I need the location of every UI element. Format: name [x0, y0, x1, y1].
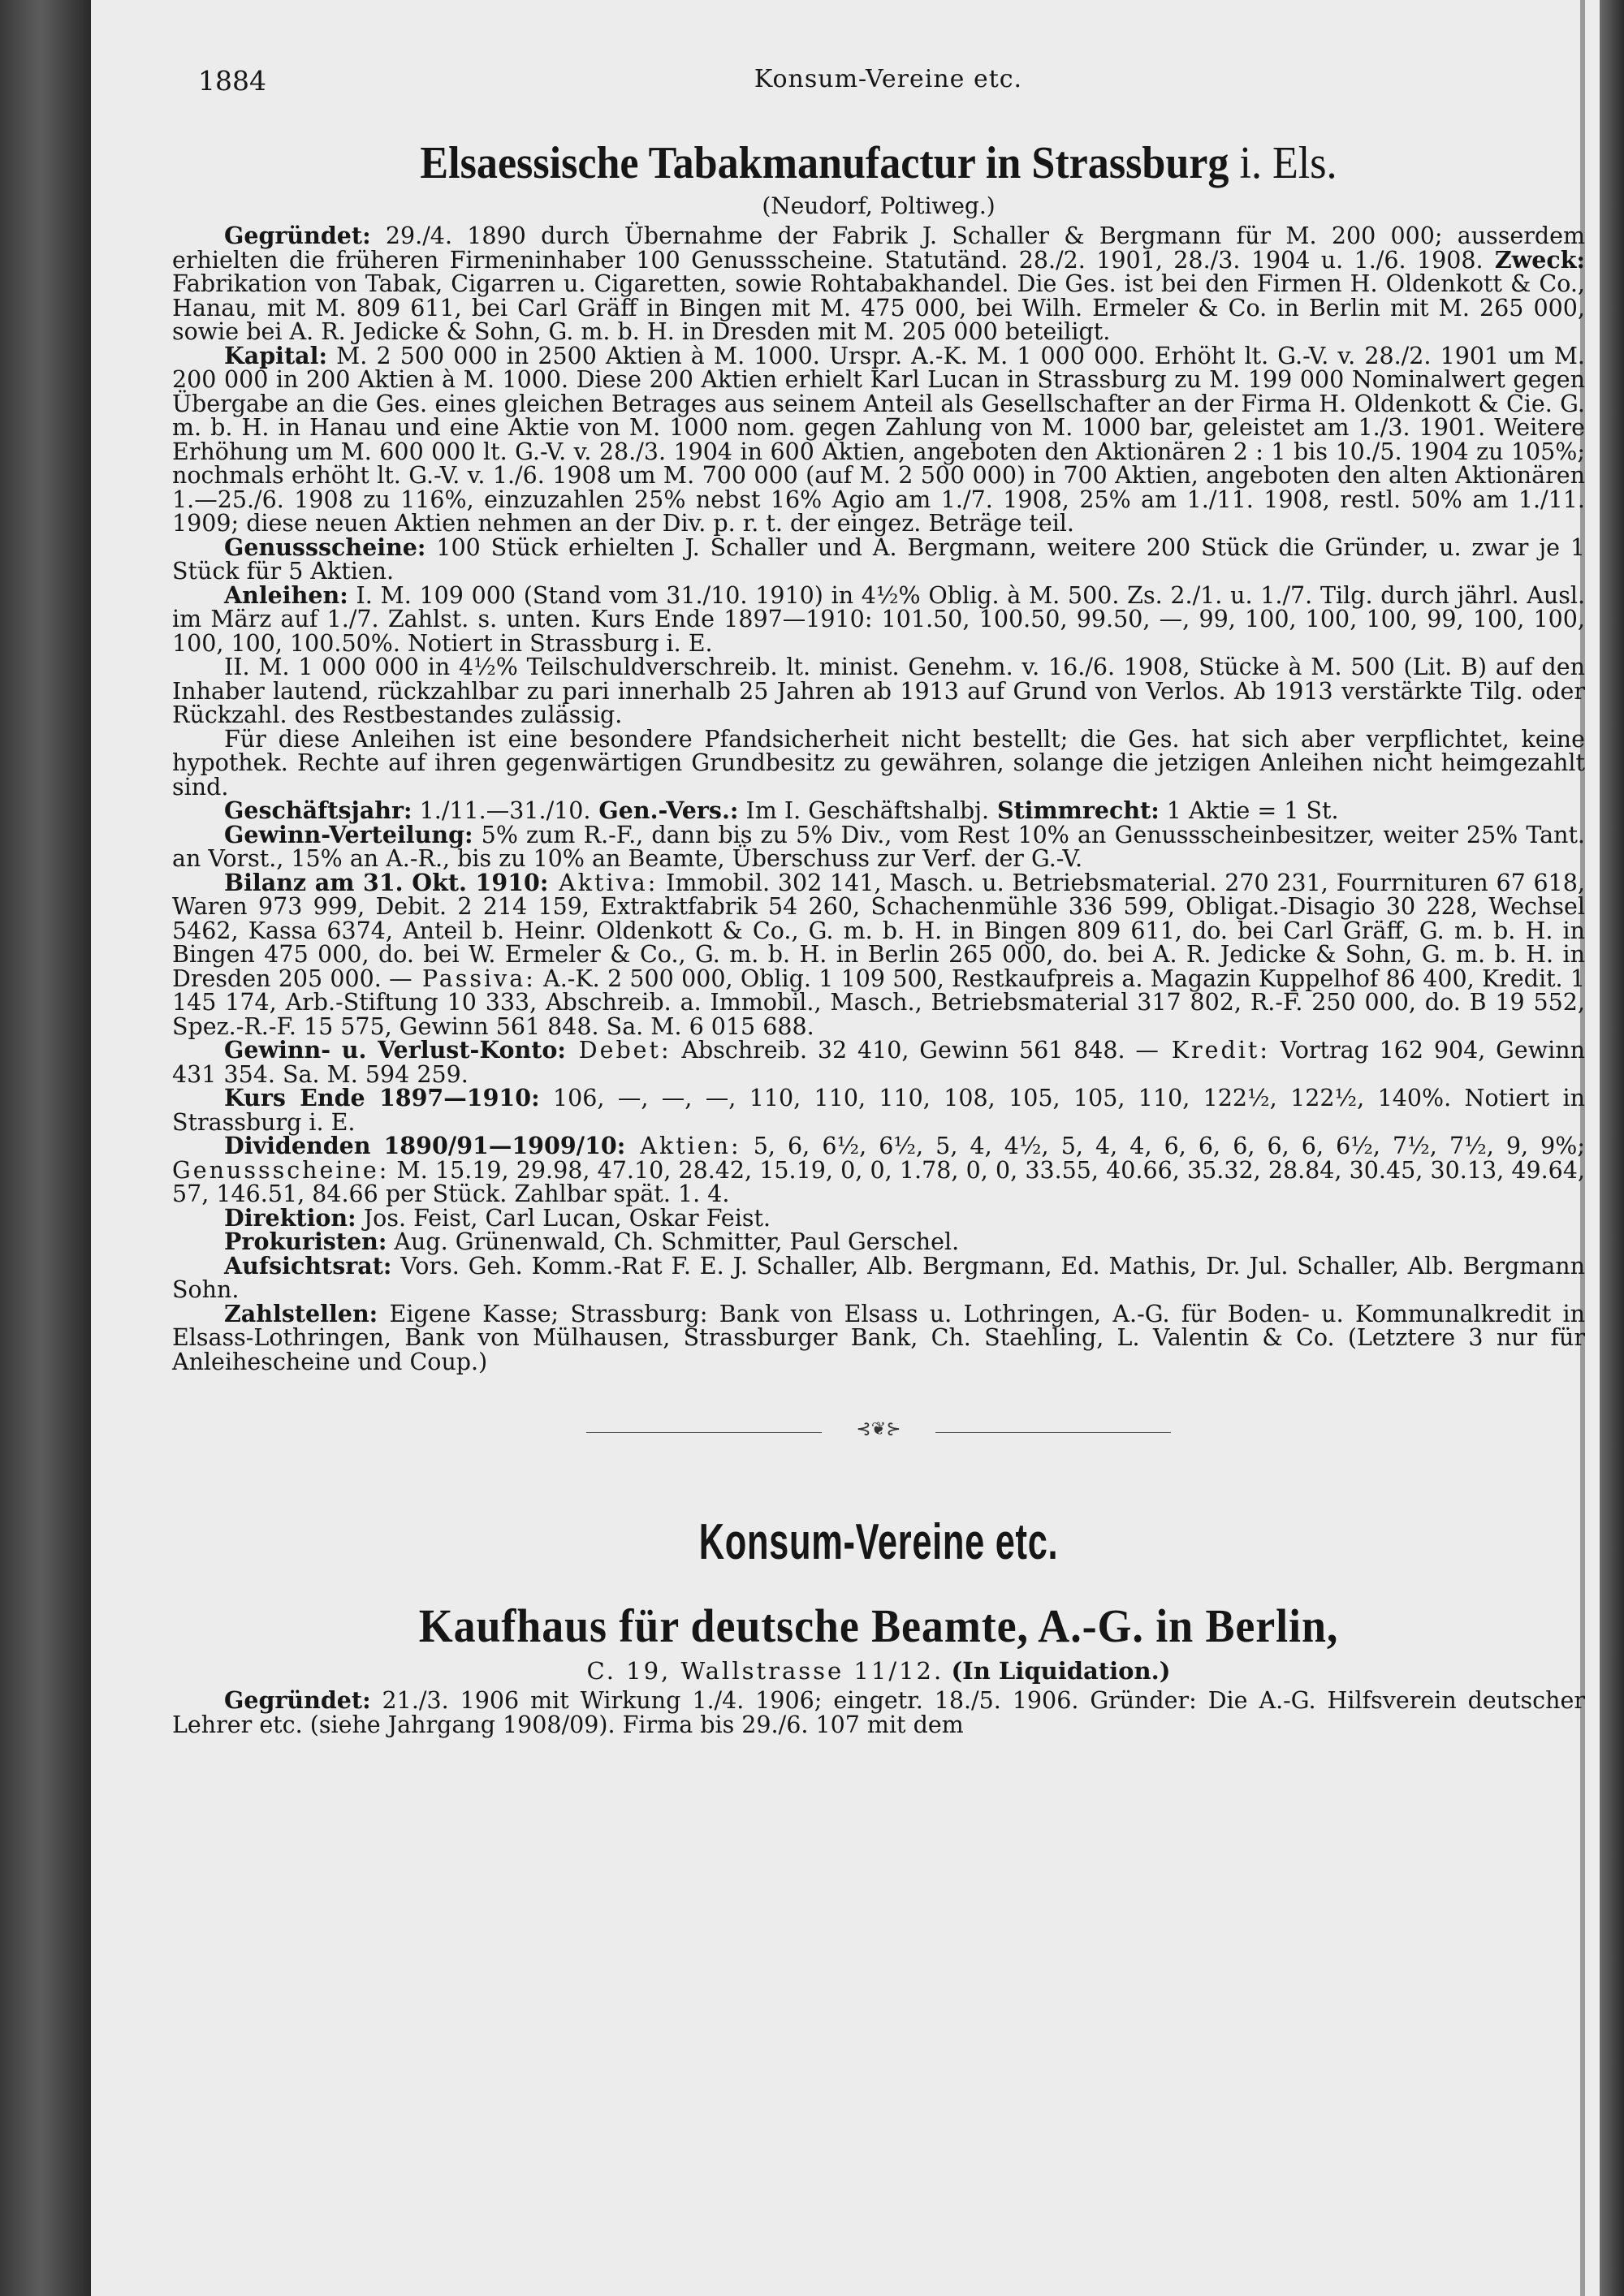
scan-right-border — [1600, 0, 1624, 2296]
entry-text: 29./4. 1890 durch Übernahme der Fabrik J. Schaller & Bergmann für M. 200 000; ausserdem erhielten die früheren Firmeninhaber 100 Genussscheine. Statutänd. 28./2. 1901, 28./3. 1904 u. 1./6. 1908. — [172, 222, 1585, 274]
entry-text: 1./11.—31./10. — [412, 797, 591, 824]
section-divider — [586, 1419, 1171, 1440]
company-address: (Neudorf, Poltiweg.) — [762, 192, 996, 219]
company-name-suffix: i. Els. — [1229, 138, 1337, 188]
company2-title: Kaufhaus für deutsche Beamte, A.-G. in Berlin, — [418, 1599, 1339, 1652]
entry-text: 100 Stück erhielten J. Schaller und A. Bergmann, weitere 200 Stück die Gründer, u. zwar je 1 Stück für 5 Aktien. — [172, 533, 1585, 585]
entry-label: Stimmrecht: — [989, 796, 1160, 824]
entry-label: Aufsichtsrat: — [224, 1251, 392, 1280]
entry-text: Jos. Feist, Carl Lucan, Oskar Feist. — [356, 1204, 771, 1232]
entry-text: Vors. Geh. Komm.-Rat F. E. J. Schaller, Alb. Bergmann, Ed. Mathis, Dr. Jul. Schaller, Alb. Bergmann Sohn. — [172, 1252, 1585, 1303]
entry-aufsichtsrat — [172, 1251, 1585, 1303]
entry-label: Gegründet: — [224, 1686, 371, 1714]
entry-direktion — [172, 1203, 1585, 1232]
company-title — [222, 136, 1535, 190]
company-name: Elsaessische Tabakmanufactur in Strassburg — [420, 138, 1229, 188]
scan-left-border — [0, 0, 91, 2296]
company2-entry-gegruendet — [172, 1686, 1585, 1738]
entry-label: Gen.-Vers.: — [590, 796, 739, 824]
divider-line-right — [935, 1432, 1171, 1433]
entry-text: I. M. 109 000 (Stand vom 31./10. 1910) in 4½% Oblig. à M. 500. Zs. 2./1. u. 1./7. Tilg. durch jährl. Ausl. im März auf 1./7. Zahlst. s. unten. Kurs Ende 1897—1910: 101.50, 100.50, 99.50, —, 99, 100, 100, 100, 99, 100, 100, 100, 100, 100.50%. Notiert in Strassburg i. E. — [172, 581, 1585, 657]
entry-label: Bilanz am 31. Okt. 1910: — [224, 868, 549, 896]
entry-zahlstellen — [172, 1299, 1585, 1375]
page-content — [172, 136, 1585, 1737]
entry-text: 106, —, —, —, 110, 110, 110, 108, 105, 105, 110, 122½, 122½, 140%. Notiert in Strassburg i. E. — [172, 1085, 1586, 1136]
section-heading: Konsum-Vereine etc. — [698, 1514, 1059, 1570]
entry-text: Immobil. 302 141, Masch. u. Betriebsmaterial. 270 231, Fourrnituren 67 618, Waren 973 999, Debit. 2 214 159, Extraktfabrik 54 260, Schachenmühle 336 599, Obligat.-Disagio 30 228, Wechsel 5462, Kassa 6374, Anteil b. Heinr. Oldenkott & Co., G. m. b. H. in Bingen 809 611, do. bei Carl Gräff, G. m. b. H. in Bingen 475 000, do. bei W. Ermeler & Co., G. m. b. H. in Berlin 265 000, do. bei A. R. Jedicke & Sohn, G. m. b. H. in Dresden 205 000. — — [172, 869, 1585, 992]
entry-text: 5, 6, 6½, 6½, 5, 4, 4½, 5, 4, 4, 6, 6, 6, 6, 6, 6½, 7½, 7½, 9, 9%; — [741, 1133, 1585, 1159]
running-head — [198, 65, 1579, 97]
entry-label: Genussscheine: — [224, 533, 426, 561]
entry-sublabel: Debet: — [565, 1037, 672, 1064]
company2-address-line — [172, 1655, 1585, 1687]
document-page — [91, 0, 1600, 2296]
entry-anleihen-ii — [172, 655, 1585, 727]
entry-sublabel: Genussscheine: — [172, 1156, 390, 1184]
entry-text: A.-K. 2 500 000, Oblig. 1 109 500, Restkaufpreis a. Magazin Kuppelhof 86 400, Kredit. 1 145 174, Arb.-Stiftung 10 333, Abschreib. a. Immobil., Masch., Betriebsmaterial 317 802, R.-F. 250 000, do. B 19 552, Spez.-R.-F. 15 575, Gewinn 561 848. Sa. M. 6 015 688. — [172, 965, 1586, 1040]
entry-label: Kapital: — [224, 341, 327, 369]
page-number: 1884 — [198, 65, 266, 97]
entry-sublabel: Aktien: — [625, 1133, 741, 1159]
divider-line-left — [586, 1432, 822, 1433]
entry-label: Gegründet: — [224, 222, 371, 249]
entry-label: Kurs Ende 1897—1910: — [224, 1084, 540, 1111]
entry-text: Für diese Anleihen ist eine besondere Pfandsicherheit nicht bestellt; die Ges. hat sich aber verpflichtet, keine hypothek. Rechte auf ihren gegenwärtigen Grundbesitz zu gewähren, solange die jetzigen Anleihen nicht heimgezahlt sind. — [172, 725, 1585, 801]
entry-text: Aug. Grünenwald, Ch. Schmitter, Paul Gerschel. — [387, 1228, 960, 1255]
entry-kapital — [172, 341, 1585, 537]
entry-label: Dividenden 1890/91—1909/10: — [224, 1132, 626, 1159]
running-title: Konsum-Vereine etc. — [754, 65, 1023, 93]
entry-text: II. M. 1 000 000 in 4½% Teilschuldverschreib. lt. minist. Genehm. v. 16./6. 1908, Stücke à M. 500 (Lit. B) auf den Inhaber lautend, rückzahlbar zu pari innerhalb 25 Jahren ab 1913 auf Grund von Verlos. Ab 1913 verstärkte Tilg. oder Rückzahl. des Restbestandes zulässig. — [172, 654, 1585, 728]
company2-address: C. 19, Wallstrasse 11/12. — [586, 1657, 944, 1685]
entry-prokuristen — [172, 1230, 1585, 1254]
entry-text: 5% zum R.-F., dann bis zu 5% Div., vom Rest 10% an Genussscheinbesitzer, weiter 25% Tant. an Vorst., 15% an A.-R., bis zu 10% an Beamte, Überschuss zur Verf. der G.-V. — [172, 821, 1585, 872]
entry-label: Direktion: — [224, 1203, 356, 1232]
entry-text: Fabrikation von Tabak, Cigarren u. Cigaretten, sowie Rohtabakhandel. Die Ges. ist bei den Firmen H. Oldenkott & Co., Hanau, mit M. 809 611, bei Carl Gräff in Bingen mit M. 475 000, bei Wilh. Ermeler & Co. in Berlin mit M. 265 000, sowie bei A. R. Jedicke & Sohn, G. m. b. H. in Dresden mit M. 205 000 beteiligt. — [172, 270, 1585, 345]
entry-label: Anleihen: — [224, 580, 348, 609]
entry-pfandsicherheit — [172, 727, 1585, 800]
entry-text: 1 Aktie = 1 St. — [1159, 797, 1339, 824]
entry-label: Gewinn- u. Verlust-Konto: — [224, 1036, 566, 1064]
entry-text: 21./3. 1906 mit Wirkung 1./4. 1906; eingetr. 18./5. 1906. Gründer: Die A.-G. Hilfsverein deutscher Lehrer etc. (siehe Jahrgang 1908/09). Firma bis 29./6. 107 mit dem — [172, 1687, 1585, 1738]
entry-kurs — [172, 1086, 1585, 1134]
entry-text: Eigene Kasse; Strassburg: Bank von Elsass u. Lothringen, A.-G. für Boden- u. Kommunalkredit in Elsass-Lothringen, Bank von Mülhausen, Strassburger Bank, Ch. Staehling, L. Valentin & Co. (Letztere 3 nur für Anleihescheine und Coup.) — [172, 1300, 1585, 1375]
entry-text: Abschreib. 32 410, Gewinn 561 848. — — [671, 1037, 1159, 1064]
entry-geschaeftsjahr — [172, 796, 1585, 824]
entry-label: Zahlstellen: — [224, 1299, 378, 1327]
entry-genussscheine — [172, 533, 1585, 585]
entry-label: Geschäftsjahr: — [224, 796, 412, 824]
entry-text: M. 2 500 000 in 2500 Aktien à M. 1000. Urspr. A.-K. M. 1 000 000. Erhöht lt. G.-V. v. 28./2. 1901 um M. 200 000 in 200 Aktien à M. 1000. Diese 200 Aktien erhielt Karl Lucan in Strassburg zu M. 199 000 Nominalwert gegen Übergabe an die Ges. eines gleichen Betrages aus seinem Anteil als Gesellschafter an der Firma H. Oldenkott & Cie. G. m. b. H. in Hanau und eine Aktie von M. 1000 nom. gegen Zahlung von M. 1000 bar, geleistet am 1./3. 1901. Weitere Erhöhung um M. 600 000 lt. G.-V. v. 28./3. 1904 in 600 Aktien, angeboten den Aktionären 2 : 1 bis 10./5. 1904 zu 105%; nochmals erhöht lt. G.-V. v. 1./6. 1908 um M. 700 000 (auf M. 2 500 000) in 700 Aktien, angeboten den alten Aktionären 1.—25./6. 1908 zu 116%, einzuzahlen 25% nebst 16% Agio am 1./7. 1908, 25% am 1./11. 1908, restl. 50% am 1./11. 1909; diese neuen Aktien nehmen an der Div. p. r. t. der eingez. Beträge teil. — [172, 342, 1585, 537]
entry-dividenden — [172, 1134, 1585, 1206]
entry-text: Im I. Geschäftshalbj. — [738, 797, 990, 824]
entry-gewinn-verlust — [172, 1038, 1585, 1086]
entry-label: Prokuristen: — [224, 1228, 387, 1255]
entry-gewinn-verteilung — [172, 820, 1585, 872]
divider-ornament-icon: ⊰❦⊱ — [856, 1419, 901, 1439]
entry-label: Zweck: — [1483, 245, 1585, 274]
entry-bilanz — [172, 868, 1586, 1040]
entry-label: Gewinn-Verteilung: — [224, 820, 473, 848]
entry-sublabel: Kredit: — [1158, 1037, 1270, 1064]
entry-text: M. 15.19, 29.98, 47.10, 28.42, 15.19, 0, 0, 1.78, 0, 0, 33.55, 40.66, 35.32, 28.84, 30.45, 30.13, 49.64, 57, 146.51, 84.66 per Stück. Zahlbar spät. 1. 4. — [172, 1156, 1585, 1207]
entry-gegruendet — [172, 224, 1585, 344]
entry-anleihen — [172, 580, 1585, 657]
entry-text: Vortrag 162 904, Gewinn 431 354. Sa. M. 594 259. — [172, 1037, 1585, 1088]
entry-sublabel: Aktiva: — [548, 869, 659, 896]
entry-sublabel: Passiva: — [412, 965, 536, 992]
company2-status: (In Liquidation.) — [951, 1657, 1171, 1685]
